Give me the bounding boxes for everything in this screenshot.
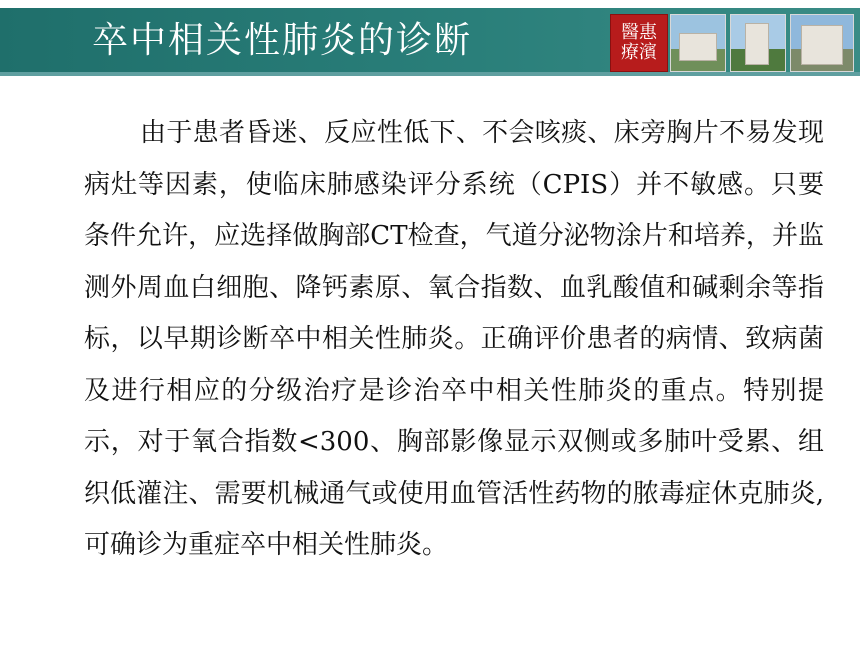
top-rule: [0, 0, 860, 4]
logo-text: 醫惠療濱: [621, 22, 657, 63]
hospital-photo-2: [730, 14, 786, 72]
slide-title: 卒中相关性肺炎的诊断: [92, 20, 473, 61]
hospital-logo: [610, 14, 668, 72]
hospital-photo-1: [670, 14, 726, 72]
banner-underline: [0, 72, 860, 76]
body-paragraph: 由于患者昏迷、反应性低下、不会咳痰、床旁胸片不易发现病灶等因素，使临床肺感染评分系统（CPIS）并不敏感。只要条件允许，应选择做胸部CT检查，气道分泌物涂片和培养，并监测外周血白细胞、降钙素原、氧合指数、血乳酸值和碱剩余等指标，以早期诊断卒中相关性肺炎。正确评价患者的病情、致病菌及进行相应的分级治疗是诊治卒中相关性肺炎的重点。特别提示，对于氧合指数<300、胸部影像显示双侧或多肺叶受累、组织低灌注、需要机械通气或使用血管活性药物的脓毒症休克肺炎,可确诊为重症卒中相关性肺炎。: [84, 118, 824, 560]
hospital-photo-3: [790, 14, 854, 72]
